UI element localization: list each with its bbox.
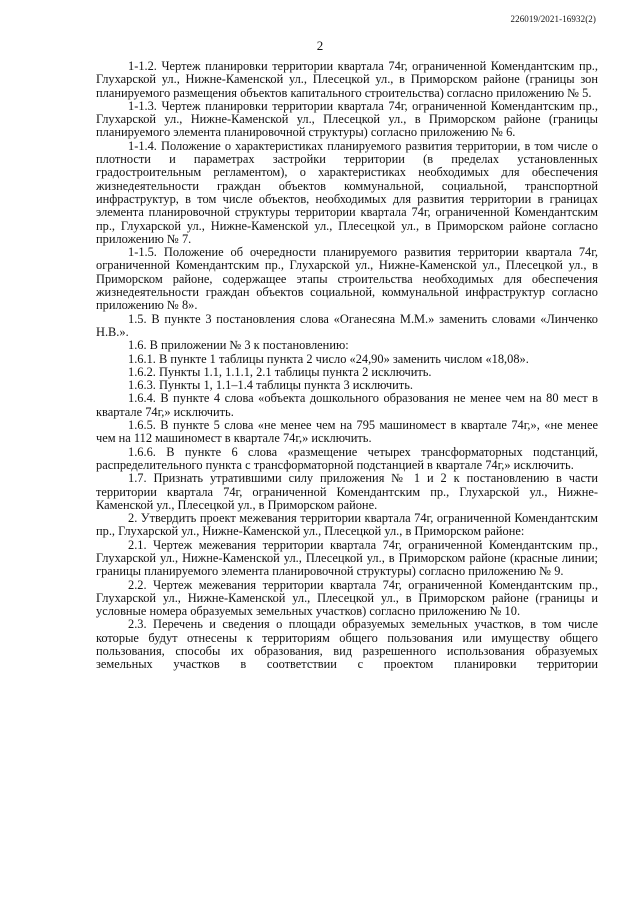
document-body (96, 60, 598, 672)
paragraph-1-6-1: 1.6.1. В пункте 1 таблицы пункта 2 число «24,90» заменить числом «18,08». (128, 351, 529, 366)
paragraph-1-6-3: 1.6.3. Пункты 1, 1.1–1.4 таблицы пункта 3 исключить. (128, 378, 413, 393)
paragraph-2-1: 2.1. Чертеж межевания территории квартала 74г, ограниченной Комендантским пр., Глухарской ул., Нижне-Каменской ул., Плесецкой ул., в Приморском районе (красные линии; границы планируемого элемента планировочной структуры) согласно приложению № 9. (96, 537, 598, 579)
paragraph-1-6-5: 1.6.5. В пункте 5 слова «не менее чем на 795 машиномест в квартале 74г,», «не менее чем на 112 машиномест в квартале 74г,» исключить. (96, 418, 598, 446)
page-number: 2 (316, 38, 324, 53)
paragraph-1-6: 1.6. В приложении № 3 к постановлению: (128, 338, 349, 353)
paragraph-1-6-6: 1.6.6. В пункте 6 слова «размещение четырех трансформаторных подстанций, распределительного пункта с трансформаторной подстанцией в квартале 74г,» исключить. (96, 444, 598, 472)
paragraph-2-2: 2.2. Чертеж межевания территории квартала 74г, ограниченной Комендантским пр., Глухарской ул., Нижне-Каменской ул., Плесецкой ул., в Приморском районе (границы и условные номера образуемых земельных участков) согласно приложению № 10. (96, 577, 598, 619)
paragraph-1-1-2: 1-1.2. Чертеж планировки территории квартала 74г, ограниченной Комендантским пр., Глухарской ул., Нижне-Каменской ул., Плесецкой ул., в Приморском районе (границы зон планируемого размещения объектов капитального строительства) согласно приложению № 5. (96, 59, 598, 100)
paragraph-1-1-3: 1-1.3. Чертеж планировки территории квартала 74г, ограниченной Комендантским пр., Глухарской ул., Нижне-Каменской ул., Плесецкой ул., в Приморском районе (границы планируемого элемента планировочной структуры) согласно приложению № 6. (96, 98, 598, 140)
paragraph-2-3: 2.3. Перечень и сведения о площади образуемых земельных участков, в том числе которые будут отнесены к территориям общего пользования или имуществу общего пользования, способы их образования, вид разрешенного использования образуемых земельных участков в соответствии с проектом планировки территории (96, 617, 598, 672)
paragraph-2: 2. Утвердить проект межевания территории квартала 74г, ограниченной Комендантским пр., Глухарской ул., Нижне-Каменской ул., Плесецкой ул., в Приморском районе: (96, 511, 598, 539)
document-number: 226019/2021-16932(2) (510, 14, 596, 24)
paragraph-1-7: 1.7. Признать утратившими силу приложения № 1 и 2 к постановлению в части территории квартала 74г, ограниченной Комендантским пр., Глухарской ул., Нижне-Каменской ул., Плесецкой ул., в Приморском районе. (96, 471, 598, 512)
paragraph-1-6-2: 1.6.2. Пункты 1.1, 1.1.1, 2.1 таблицы пункта 2 исключить. (128, 364, 432, 379)
paragraph-1-1-4: 1-1.4. Положение о характеристиках планируемого развития территории, в том числе о плотности и параметрах застройки территории (в пределах установленных градостроительным регламентом), о характеристиках необходимых для обеспечения жизнедеятельности граждан объектов коммунальной, социальной, транспортной инфраструктур, в том числе объектов, необходимых для развития территории в границах элемента планировочной структуры территории квартала 74г, ограниченной Комендантским пр., Глухарской ул., Нижне-Каменской ул., Плесецкой ул., в Приморском районе согласно приложению № 7. (96, 138, 598, 246)
paragraph-1-5: 1.5. В пункте 3 постановления слова «Оганесяна М.М.» заменить словами «Линченко Н.В.». (96, 311, 598, 339)
paragraph-1-6-4: 1.6.4. В пункте 4 слова «объекта дошкольного образования не менее чем на 80 мест в квартале 74г,» исключить. (96, 391, 598, 419)
paragraph-1-1-5: 1-1.5. Положение об очередности планируемого развития территории квартала 74г, ограниченной Комендантским пр., Глухарской ул., Нижне-Каменской ул., Плесецкой ул., в Приморском районе, содержащее этапы строительства необходимых для обеспечения жизнедеятельности граждан объектов социальной, коммунальной инфраструктур согласно приложению № 8». (96, 245, 598, 313)
